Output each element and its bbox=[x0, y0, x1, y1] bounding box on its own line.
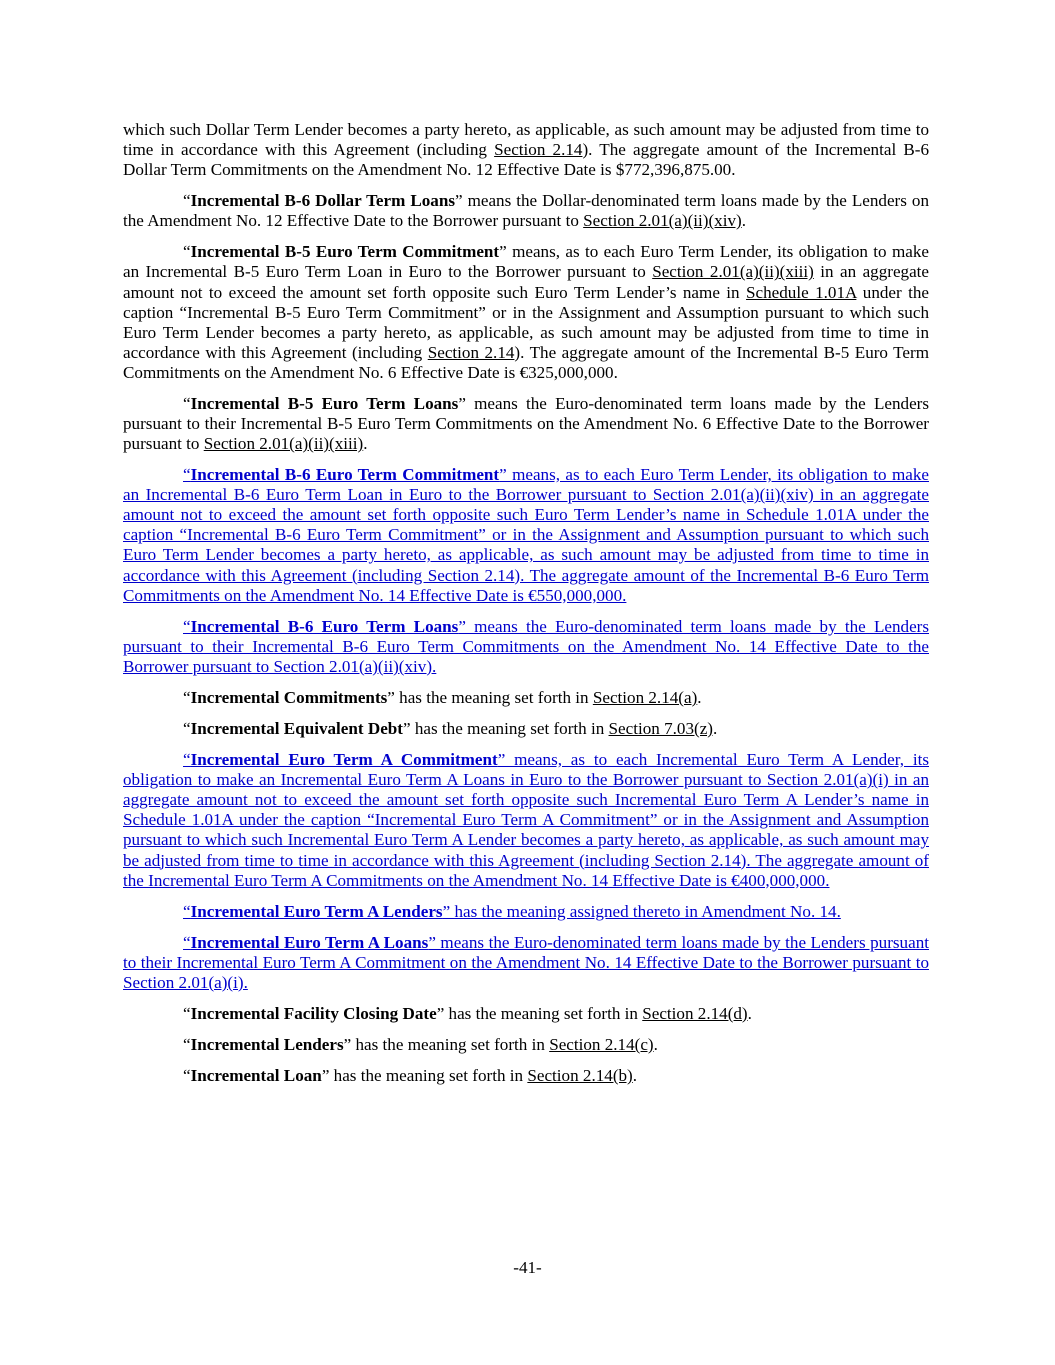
text-run: ). The aggregate amount of the Incremental B-6 Dollar Term Commitments on the Amendment No. 12 Effective Date is $772,396,875.00. bbox=[123, 140, 930, 180]
text-run: ” means, as to each Euro Term Lender, its obligation to make an Incremental B-6 Euro Term Loan in Euro to the Borrower pursuant to Section 2.01(a)(ii)(xiv) in an aggregate amount not to exceed the amount set forth opposite such Euro Term Lender’s name in Schedule 1.01A under the caption “Incremental B-6 Euro Term Commitment” or in the Assignment and Assumption pursuant to which such Euro Term Lender becomes a party hereto, as applicable, as such amount may be adjusted from time to time in accordance with this Agreement (including Section 2.14). The aggregate amount of the Incremental B-6 Euro Term Commitments on the Amendment No. 14 Effective Date is €550,000,000. bbox=[123, 465, 929, 605]
cross-reference: Section 2.01(a)(ii)(xiii) bbox=[203, 434, 364, 454]
defined-term: Incremental Lenders bbox=[190, 1035, 344, 1055]
text-run: “ bbox=[183, 719, 191, 739]
text-run: ” means the Euro-denominated term loans made by the Lenders pursuant to their Incremental B-6 Euro Term Commitments on the Amendment No. 14 Effective Date to the Borrower pursuant to Section 2.01(a)(ii)(xiv). bbox=[123, 616, 929, 676]
text-run: “ bbox=[183, 932, 191, 952]
defined-term: Incremental B-5 Euro Term Commitment bbox=[190, 242, 500, 262]
text-run: “ bbox=[183, 1066, 191, 1086]
p-incremental-euro-term-a-lenders bbox=[123, 902, 929, 922]
p-incremental-b6-euro-term-loans bbox=[123, 617, 929, 677]
text-run: ” means the Euro-denominated term loans made by the Lenders pursuant to their Incremental B-5 Euro Term Commitments on the Amendment No. 6 Effective Date to the Borrower pursuant to bbox=[123, 393, 929, 454]
text-run: ” means the Dollar-denominated term loans made by the Lenders on the Amendment No. 12 Effective Date to the Borrower pursuant to bbox=[123, 191, 929, 231]
cross-reference: Section 2.14(b) bbox=[527, 1066, 633, 1086]
cross-reference: Section 2.14(a) bbox=[592, 687, 698, 707]
text-run: . bbox=[653, 1035, 658, 1055]
text-run: under the caption “Incremental B-5 Euro Term Commitment” or in the Assignment and Assumption pursuant to which such Euro Term Lender becomes a party hereto, as applicable, as such amount may be adjusted from time to time in accordance with this Agreement (including bbox=[123, 282, 929, 362]
text-run: ). The aggregate amount of the Incremental B-5 Euro Term Commitments on the Amendment No. 6 Effective Date is €325,000,000. bbox=[123, 342, 929, 382]
cross-reference: Section 2.14 bbox=[427, 342, 515, 362]
defined-term: Incremental B-6 Dollar Term Loans bbox=[190, 191, 455, 211]
document-body bbox=[123, 120, 929, 1097]
text-run: which such Dollar Term Lender becomes a party hereto, as applicable, as such amount may be adjusted from time to time in accordance with this Agreement (including bbox=[123, 120, 929, 160]
p-incremental-euro-term-a-commitment bbox=[123, 750, 929, 891]
p-incremental-lenders bbox=[123, 1035, 929, 1055]
text-run: “ bbox=[183, 465, 191, 485]
text-run: “ bbox=[183, 750, 191, 770]
p-incremental-commitments bbox=[123, 688, 929, 708]
text-run: ” has the meaning set forth in bbox=[436, 1003, 643, 1023]
text-run: ” has the meaning set forth in bbox=[403, 719, 609, 739]
defined-term: Incremental Loan bbox=[190, 1066, 322, 1086]
defined-term: Incremental Euro Term A Commitment bbox=[190, 750, 498, 770]
text-run: ” means the Euro-denominated term loans made by the Lenders pursuant to their Incremental Euro Term A Commitment on the Amendment No. 14 Effective Date to the Borrower pursuant to Section 2.01(a)(i). bbox=[123, 932, 929, 992]
p-incremental-b6-dollar-term-loans bbox=[123, 191, 929, 231]
cross-reference: Section 2.14(d) bbox=[642, 1003, 748, 1023]
text-run: ” means, as to each Incremental Euro Term A Lender, its obligation to make an Incremental Euro Term A Loans in Euro to the Borrower pursuant to Section 2.01(a)(i) in an aggregate amount not to exceed the amount set forth opposite such Incremental Euro Term A Lender’s name in Schedule 1.01A under the caption “Incremental Euro Term A Commitment” or in the Assignment and Assumption pursuant to which such Incremental Euro Term A Lender becomes a party hereto, as applicable, as such amount may be adjusted from time to time in accordance with this Agreement (including Section 2.14). The aggregate amount of the Incremental Euro Term A Commitments on the Amendment No. 14 Effective Date is €400,000,000. bbox=[123, 750, 929, 890]
cross-reference: Section 7.03(z) bbox=[608, 719, 713, 739]
text-run: “ bbox=[183, 616, 191, 636]
cross-reference: Section 2.14(c) bbox=[549, 1035, 654, 1055]
text-run: . bbox=[697, 687, 702, 707]
text-run: ” has the meaning set forth in bbox=[343, 1035, 550, 1055]
cross-reference: Schedule 1.01A bbox=[746, 282, 857, 302]
text-run: “ bbox=[183, 1003, 191, 1023]
p-continuation bbox=[123, 120, 929, 180]
text-run: “ bbox=[183, 242, 191, 262]
p-incremental-facility-closing-date bbox=[123, 1004, 929, 1024]
text-run: “ bbox=[183, 191, 191, 211]
cross-reference: Section 2.01(a)(ii)(xiii) bbox=[652, 262, 814, 282]
defined-term: Incremental Euro Term A Loans bbox=[190, 932, 429, 952]
text-run: ” has the meaning set forth in bbox=[387, 687, 593, 707]
defined-term: Incremental B-6 Euro Term Loans bbox=[190, 616, 459, 636]
p-incremental-b5-euro-term-loans bbox=[123, 394, 929, 454]
defined-term: Incremental Euro Term A Lenders bbox=[190, 901, 443, 921]
text-run: “ bbox=[183, 1035, 191, 1055]
text-run: . bbox=[632, 1066, 638, 1086]
p-incremental-loan bbox=[123, 1066, 929, 1086]
defined-term: Incremental B-6 Euro Term Commitment bbox=[190, 465, 500, 485]
text-run: “ bbox=[183, 393, 191, 413]
text-run: in an aggregate amount not to exceed the amount set forth opposite such Euro Term Lender’s name in bbox=[123, 262, 930, 302]
text-run: . bbox=[741, 211, 746, 231]
p-incremental-b6-euro-term-commitment bbox=[123, 465, 929, 606]
text-run: ” has the meaning set forth in bbox=[321, 1066, 528, 1086]
defined-term: Incremental Equivalent Debt bbox=[190, 719, 403, 739]
p-incremental-euro-term-a-loans bbox=[123, 933, 929, 993]
text-run: . bbox=[363, 434, 368, 454]
defined-term: Incremental Facility Closing Date bbox=[190, 1003, 437, 1023]
p-incremental-equivalent-debt bbox=[123, 719, 929, 739]
defined-term: Incremental B-5 Euro Term Loans bbox=[190, 393, 459, 413]
text-run: ” has the meaning assigned thereto in Amendment No. 14. bbox=[442, 901, 841, 921]
defined-term: Incremental Commitments bbox=[190, 687, 388, 707]
text-run: “ bbox=[183, 901, 191, 921]
cross-reference: Section 2.14 bbox=[494, 140, 583, 160]
p-incremental-b5-euro-term-commitment bbox=[123, 242, 929, 383]
text-run: “ bbox=[183, 687, 191, 707]
page-number: -41- bbox=[513, 1258, 542, 1277]
text-run: . bbox=[747, 1003, 752, 1023]
text-run: ” means, as to each Euro Term Lender, its obligation to make an Incremental B-5 Euro Term Loan in Euro to the Borrower pursuant to bbox=[123, 242, 929, 282]
cross-reference: Section 2.01(a)(ii)(xiv) bbox=[583, 211, 742, 231]
text-run: . bbox=[712, 719, 718, 739]
